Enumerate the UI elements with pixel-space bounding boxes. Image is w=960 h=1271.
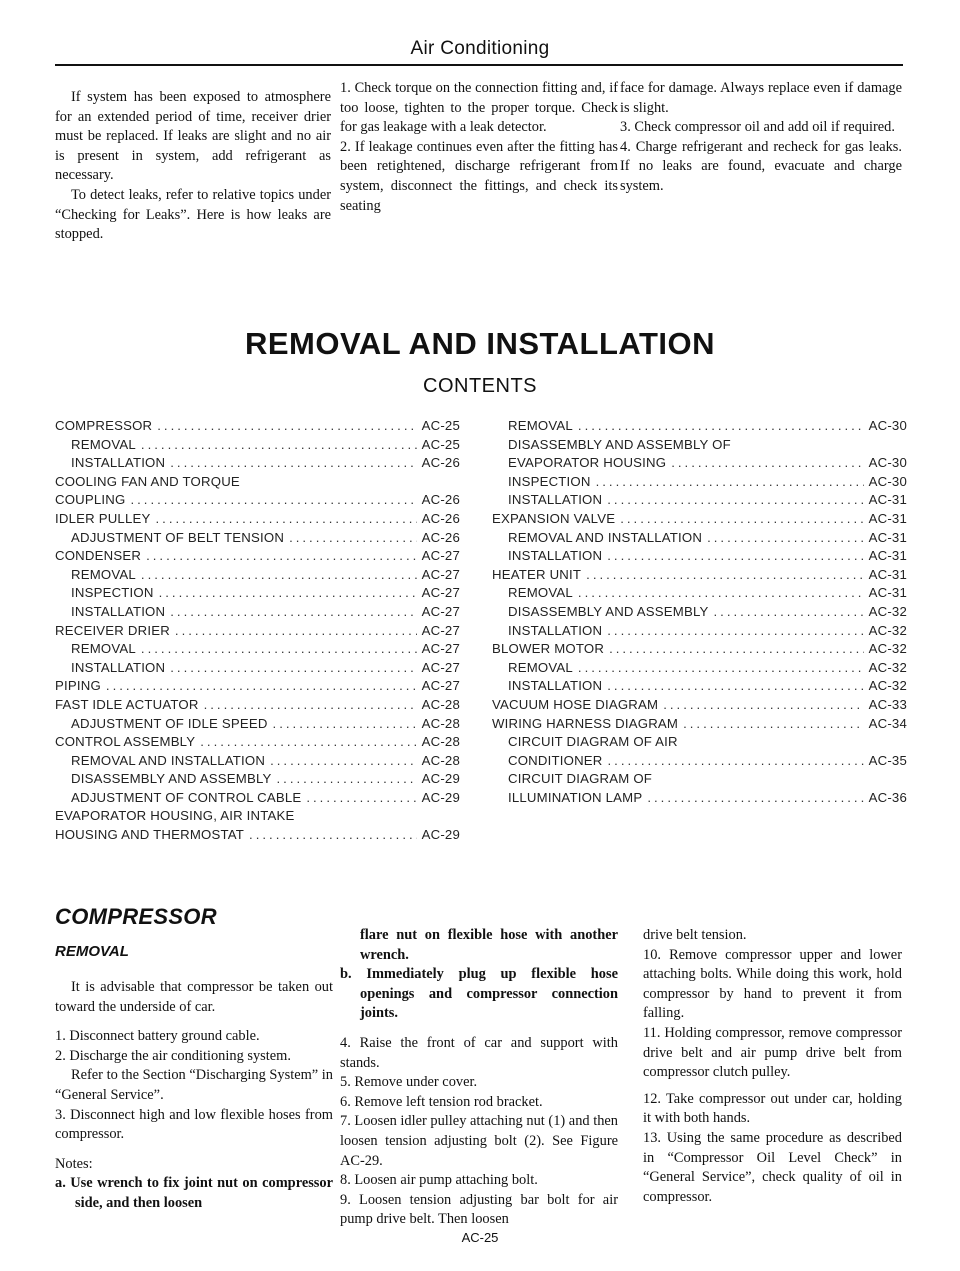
toc-entry[interactable]: FAST IDLE ACTUATOR ..... AC-28 bbox=[55, 697, 460, 716]
toc-entry[interactable]: EVAPORATOR HOUSING ..... AC-30 bbox=[492, 455, 907, 474]
toc-entry[interactable]: CONDENSER ..... AC-27 bbox=[55, 548, 460, 567]
procedure-step: 8. Loosen air pump attaching bolt. bbox=[340, 1172, 538, 1189]
section-title: REMOVAL AND INSTALLATION bbox=[244, 326, 716, 361]
toc-entry[interactable]: CONDITIONER ..... AC-35 bbox=[492, 753, 907, 772]
procedure-note: Refer to the Section “Discharging System” in “General Service”. bbox=[55, 1067, 333, 1103]
toc-entry[interactable]: INSTALLATION ..... AC-31 bbox=[492, 492, 907, 511]
toc-entry[interactable]: INSTALLATION ..... AC-31 bbox=[492, 548, 907, 567]
toc-entry[interactable]: CONTROL ASSEMBLY ..... AC-28 bbox=[55, 734, 460, 753]
toc-entry[interactable]: REMOVAL ..... AC-31 bbox=[492, 585, 907, 604]
procedure-note: flare nut on flexible hose with another wrench. bbox=[360, 927, 618, 963]
intro-step: 1. Check torque on the connection fitting and, if too loose, tighten to the proper torque. Check for gas leakage with a leak detector. bbox=[340, 80, 618, 136]
toc-entry[interactable]: DISASSEMBLY AND ASSEMBLY ..... AC-29 bbox=[55, 771, 460, 790]
intro-step: face for damage. Always replace even if damage is slight. bbox=[620, 80, 902, 116]
procedure-step: 10. Remove compressor upper and lower attaching bolts. While doing this work, hold compressor by hand to prevent it from falling. bbox=[643, 946, 902, 1022]
intro-step: 4. Charge refrigerant and recheck for gas leaks. If no leaks are found, evacuate and charge system. bbox=[620, 138, 902, 194]
toc-entry[interactable]: ADJUSTMENT OF BELT TENSION ..... AC-26 bbox=[55, 530, 460, 549]
intro-column-2 bbox=[340, 79, 618, 216]
toc-left-column bbox=[55, 418, 460, 849]
running-header: Air Conditioning bbox=[410, 38, 550, 59]
toc-entry: CIRCUIT DIAGRAM OF bbox=[508, 771, 653, 787]
toc-entry[interactable]: INSTALLATION ..... AC-32 bbox=[492, 678, 907, 697]
toc-entry[interactable]: WIRING HARNESS DIAGRAM ..... AC-34 bbox=[492, 716, 907, 735]
procedure-step: 7. Loosen idler pulley attaching nut (1) and then loosen tension adjusting bolt (2). See Figure AC-29. bbox=[340, 1113, 618, 1169]
procedure-step: 13. Using the same procedure as described in “Compressor Oil Level Check” in “General Service”, check quality of oil in compressor. bbox=[643, 1129, 902, 1205]
compressor-column-1 bbox=[55, 978, 333, 1214]
procedure-step: 3. Disconnect high and low flexible hoses from compressor. bbox=[55, 1106, 333, 1143]
header-rule bbox=[55, 64, 903, 66]
toc-entry[interactable]: ADJUSTMENT OF IDLE SPEED ..... AC-28 bbox=[55, 716, 460, 735]
toc-entry[interactable]: ILLUMINATION LAMP ..... AC-36 bbox=[492, 790, 907, 809]
toc-entry[interactable]: COMPRESSOR ..... AC-25 bbox=[55, 418, 460, 437]
procedure-intro: It is advisable that compressor be taken out toward the underside of car. bbox=[55, 979, 333, 1015]
intro-column-3 bbox=[620, 79, 902, 197]
toc-entry[interactable]: INSPECTION ..... AC-27 bbox=[55, 585, 460, 604]
toc-entry[interactable]: DISASSEMBLY AND ASSEMBLY ..... AC-32 bbox=[492, 604, 907, 623]
toc-entry[interactable]: ADJUSTMENT OF CONTROL CABLE ..... AC-29 bbox=[55, 790, 460, 809]
procedure-step: 2. Discharge the air conditioning system. bbox=[55, 1047, 291, 1064]
toc-entry[interactable]: INSTALLATION ..... AC-27 bbox=[55, 660, 460, 679]
toc-entry[interactable]: VACUUM HOSE DIAGRAM ..... AC-33 bbox=[492, 697, 907, 716]
compressor-column-2 bbox=[340, 926, 618, 1230]
procedure-step: 6. Remove left tension rod bracket. bbox=[340, 1093, 543, 1110]
notes-label: Notes: bbox=[55, 1155, 93, 1172]
toc-entry[interactable]: REMOVAL ..... AC-27 bbox=[55, 567, 460, 586]
compressor-column-3 bbox=[643, 926, 902, 1207]
toc-entry[interactable]: REMOVAL AND INSTALLATION ..... AC-28 bbox=[55, 753, 460, 772]
procedure-step: 1. Disconnect battery ground cable. bbox=[55, 1028, 260, 1045]
removal-subheading: REMOVAL bbox=[55, 943, 129, 960]
intro-paragraph: If system has been exposed to atmosphere for an extended period of time, receiver drier must be replaced. If leaks are slight and no air is present in system, add refrigerant as necessary. bbox=[55, 89, 331, 184]
toc-entry[interactable]: INSTALLATION ..... AC-32 bbox=[492, 623, 907, 642]
toc-entry[interactable]: REMOVAL AND INSTALLATION ..... AC-31 bbox=[492, 530, 907, 549]
toc-entry[interactable]: INSPECTION ..... AC-30 bbox=[492, 474, 907, 493]
procedure-step: 12. Take compressor out under car, holding it with both hands. bbox=[643, 1090, 902, 1127]
procedure-step: 4. Raise the front of car and support with stands. bbox=[340, 1034, 618, 1071]
page-number: AC-25 bbox=[461, 1230, 499, 1245]
intro-step: 2. If leakage continues even after the fitting has been retightened, discharge refrigerant from system, disconnect the fittings, and check its seating bbox=[340, 138, 618, 214]
toc-entry[interactable]: HOUSING AND THERMOSTAT ..... AC-29 bbox=[55, 827, 460, 849]
compressor-heading: COMPRESSOR bbox=[55, 904, 217, 929]
toc-entry[interactable]: PIPING ..... AC-27 bbox=[55, 678, 460, 697]
procedure-step: 9. Loosen tension adjusting bar bolt for air pump drive belt. Then loosen bbox=[340, 1191, 618, 1228]
toc-entry[interactable]: REMOVAL ..... AC-25 bbox=[55, 437, 460, 456]
toc-entry: COOLING FAN AND TORQUE bbox=[55, 473, 240, 489]
procedure-step: 11. Holding compressor, remove compressor drive belt and air pump drive belt from compressor clutch pulley. bbox=[643, 1024, 902, 1081]
toc-entry[interactable]: BLOWER MOTOR ..... AC-32 bbox=[492, 641, 907, 660]
toc-entry[interactable]: INSTALLATION ..... AC-26 bbox=[55, 455, 460, 474]
procedure-step: 5. Remove under cover. bbox=[340, 1074, 478, 1091]
toc-entry: EVAPORATOR HOUSING, AIR INTAKE bbox=[55, 808, 295, 824]
toc-entry[interactable]: IDLER PULLEY ..... AC-26 bbox=[55, 511, 460, 530]
toc-entry[interactable]: COUPLING ..... AC-26 bbox=[55, 492, 460, 511]
intro-paragraph: To detect leaks, refer to relative topics under “Checking for Leaks”. Here is how leaks are stopped. bbox=[55, 186, 331, 243]
toc-entry[interactable]: INSTALLATION ..... AC-27 bbox=[55, 604, 460, 623]
intro-column-1 bbox=[55, 88, 331, 245]
toc-entry[interactable]: RECEIVER DRIER ..... AC-27 bbox=[55, 623, 460, 642]
intro-step: 3. Check compressor oil and add oil if required. bbox=[620, 119, 895, 136]
toc-entry[interactable]: HEATER UNIT ..... AC-31 bbox=[492, 567, 907, 586]
toc-entry: CIRCUIT DIAGRAM OF AIR bbox=[508, 734, 678, 750]
toc-right-column bbox=[492, 418, 907, 808]
procedure-note: b. Immediately plug up flexible hose openings and compressor connection joints. bbox=[340, 966, 618, 1022]
toc-entry[interactable]: REMOVAL ..... AC-27 bbox=[55, 641, 460, 660]
procedure-note: a. Use wrench to fix joint nut on compressor side, and then loosen bbox=[55, 1175, 333, 1211]
contents-title: CONTENTS bbox=[423, 375, 537, 397]
toc-entry: DISASSEMBLY AND ASSEMBLY OF bbox=[508, 436, 731, 452]
toc-entry[interactable]: REMOVAL ..... AC-32 bbox=[492, 660, 907, 679]
procedure-step: drive belt tension. bbox=[643, 927, 747, 943]
toc-entry[interactable]: EXPANSION VALVE ..... AC-31 bbox=[492, 511, 907, 530]
toc-entry[interactable]: REMOVAL ..... AC-30 bbox=[492, 418, 907, 437]
